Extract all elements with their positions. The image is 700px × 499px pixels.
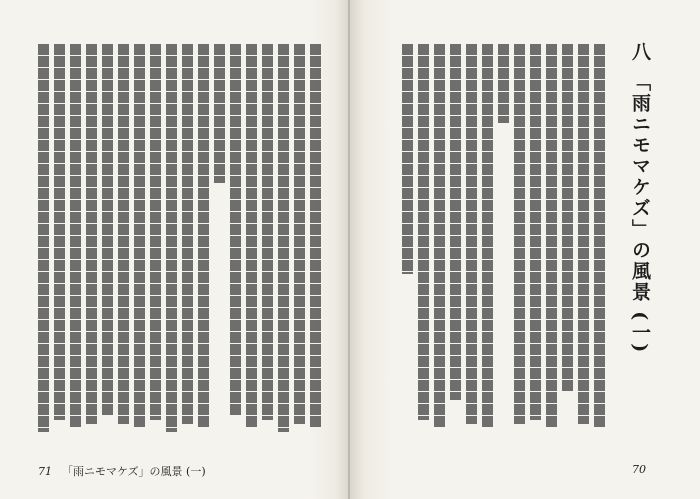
- text-line: [434, 44, 445, 428]
- text-line: [118, 44, 129, 424]
- right-page-number: 70: [632, 463, 646, 476]
- text-line: [246, 44, 257, 428]
- text-line: [54, 44, 65, 420]
- text-line: [262, 44, 273, 420]
- text-line: [418, 44, 429, 420]
- right-page-body-text: [402, 44, 605, 428]
- text-line: [594, 44, 605, 428]
- left-page-number: 71: [38, 465, 52, 478]
- text-line: [578, 44, 589, 424]
- text-line: [482, 44, 493, 428]
- text-line: [230, 44, 241, 416]
- text-line: [198, 44, 209, 428]
- text-line: [310, 44, 321, 428]
- text-line: [182, 44, 193, 424]
- text-line: [498, 44, 509, 123]
- text-line: [546, 44, 557, 428]
- text-line: [402, 44, 413, 274]
- text-line: [70, 44, 81, 428]
- text-line: [214, 44, 225, 183]
- left-page-body-text: [38, 44, 321, 432]
- text-line: [530, 44, 541, 420]
- text-line: [562, 44, 573, 392]
- text-line: [134, 44, 145, 428]
- text-line: [150, 44, 161, 420]
- left-running-title: 「雨ニモマケズ」の風景 (一): [62, 465, 206, 478]
- text-line: [450, 44, 461, 400]
- text-line: [278, 44, 289, 432]
- text-line: [294, 44, 305, 424]
- text-line: [102, 44, 113, 416]
- left-running-head: [38, 463, 206, 479]
- text-line: [38, 44, 49, 432]
- chapter-title: 八 「雨ニモマケズ」の風景 (一): [629, 42, 651, 355]
- text-line: [86, 44, 97, 424]
- text-line: [166, 44, 177, 432]
- text-line: [514, 44, 525, 424]
- text-line: [466, 44, 477, 424]
